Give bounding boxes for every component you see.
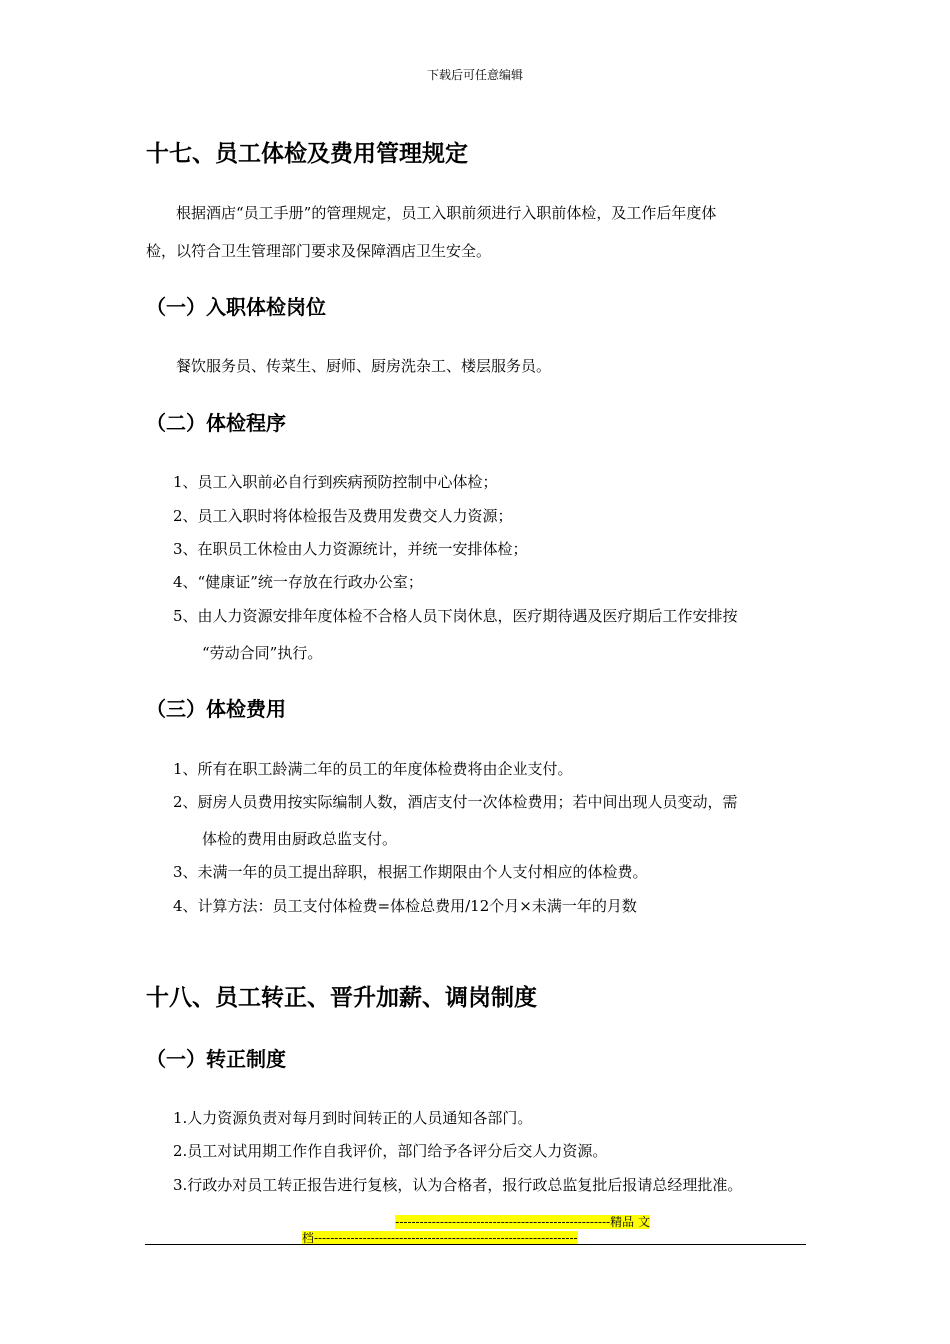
footer-line-2: 档----------------------------------------------------------------- <box>302 1231 578 1245</box>
list-item: 5、由人力资源安排年度体检不合格人员下岗休息，医疗期待遇及医疗期后工作安排按 <box>173 607 738 625</box>
subsection-title: （三）体检费用 <box>146 697 286 721</box>
list-item: 3、未满一年的员工提出辞职，根据工作期限由个人支付相应的体检费。 <box>173 863 648 881</box>
list-item: 2、厨房人员费用按实际编制人数，酒店支付一次体检费用；若中间出现人员变动，需 <box>173 793 738 811</box>
subsection-title: （二）体检程序 <box>146 411 286 435</box>
subsection-title: （一）转正制度 <box>146 1047 286 1071</box>
list-item: 2.员工对试用期工作作自我评价，部门给予各评分后交人力资源。 <box>173 1142 608 1160</box>
header-note: 下载后可任意编辑 <box>426 68 523 82</box>
footer-line-1: -----------------------------------------------------精品 文 <box>395 1215 650 1229</box>
subsection-title: （一）入职体检岗位 <box>146 295 326 319</box>
paragraph: 餐饮服务员、传菜生、厨师、厨房洗杂工、楼层服务员。 <box>176 357 552 375</box>
list-item: 1、所有在职工龄满二年的员工的年度体检费将由企业支付。 <box>173 760 573 778</box>
list-item: 1、员工入职前必自行到疾病预防控制中心体检； <box>173 473 498 491</box>
section-18-title: 十八、员工转正、晋升加薪、调岗制度 <box>146 985 537 1011</box>
list-item: 2、员工入职时将体检报告及费用发费交人力资源； <box>173 507 513 525</box>
footer-rule <box>145 1244 806 1245</box>
list-item-continuation: “劳动合同”执行。 <box>202 644 323 662</box>
section-17-intro-line2: 检，以符合卫生管理部门要求及保障酒店卫生安全。 <box>146 242 492 260</box>
list-item-continuation: 体检的费用由厨政总监支付。 <box>202 830 398 848</box>
list-item: 3.行政办对员工转正报告进行复核，认为合格者，报行政总监复批后报请总经理批准。 <box>173 1176 743 1194</box>
list-item: 3、在职员工休检由人力资源统计，并统一安排体检； <box>173 540 528 558</box>
section-17-title: 十七、员工体检及费用管理规定 <box>146 141 468 167</box>
section-17-intro-line1: 根据酒店“员工手册”的管理规定，员工入职前须进行入职前体检，及工作后年度体 <box>176 204 717 222</box>
list-item: 4、计算方法：员工支付体检费=体检总费用/12个月×未满一年的月数 <box>173 897 637 915</box>
list-item: 4、“健康证”统一存放在行政办公室； <box>173 573 423 591</box>
list-item: 1.人力资源负责对每月到时间转正的人员通知各部门。 <box>173 1109 533 1127</box>
